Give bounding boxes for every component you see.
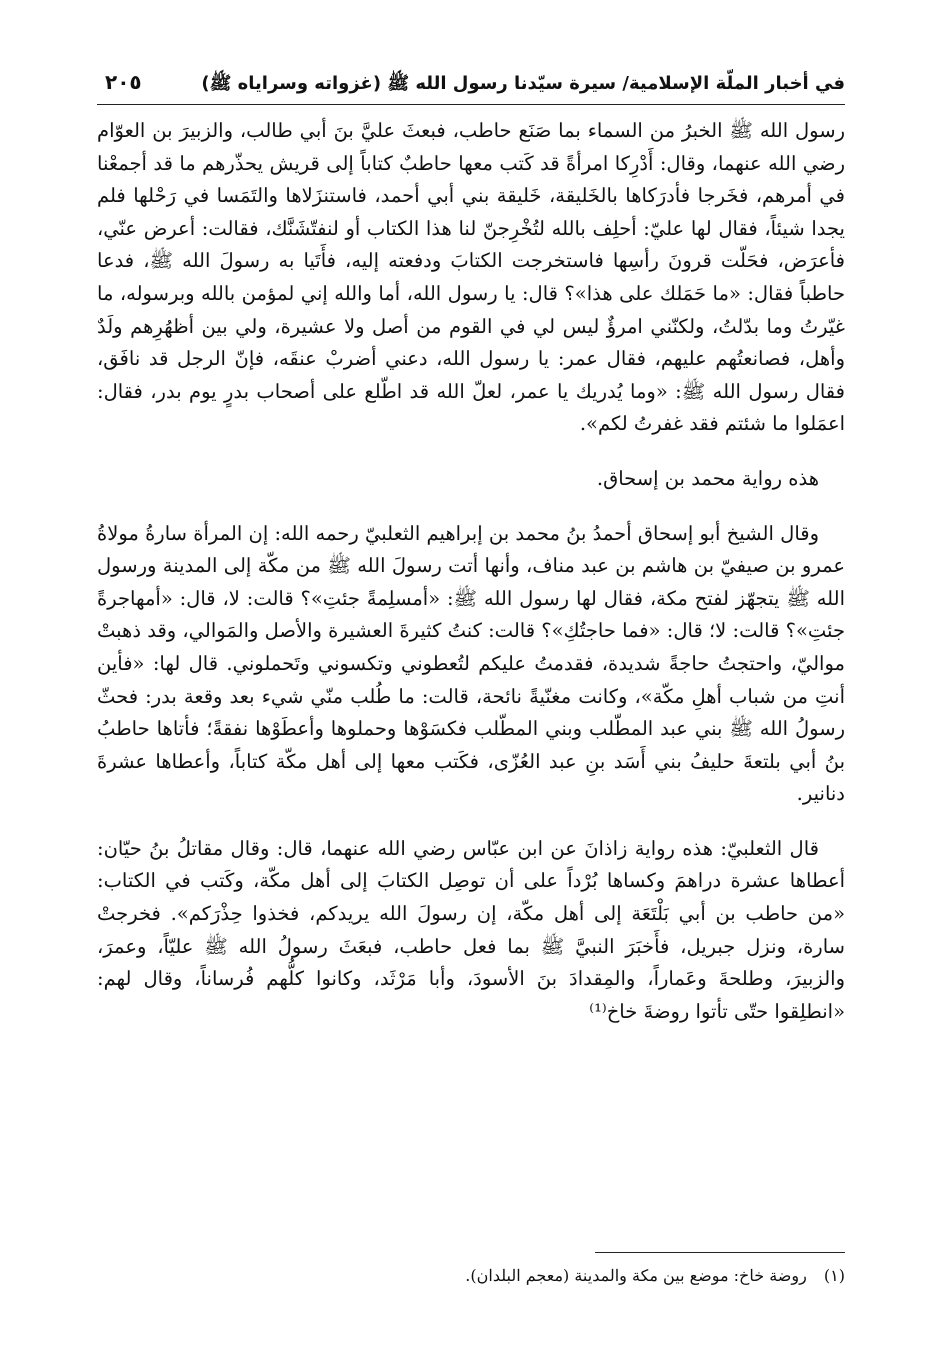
footnote-divider — [595, 1252, 845, 1253]
running-title: في أخبار الملّة الإسلامية/ سيرة سيّدنا رسول الله ﷺ (غزواته وسراياه ﷺ) — [201, 73, 845, 94]
footnote-text: روضة خاخ: موضع بين مكة والمدينة (معجم البلدان). — [465, 1266, 807, 1285]
page-header — [97, 66, 845, 105]
paragraph-1: رسول الله ﷺ الخبرُ من السماء بما صَنَع حاطب، فبعثَ عليَّ بنَ أبي طالب، والزبيرَ بن العوّام رضي الله عنهما، وقال: أَدْرِكا امرأةً قد كَتب معها حاطبٌ كتاباً إلى قريش يحذّرهم ما قد أجمعْنا في أمرهم، فخَرجا فأدرَكاها بالخَليقة، خَليقة بني أبي أحمد، فاستنزَلاها والتَمَسا في رَحْلها فلم يجدا شيئاً، فقال لها عليّ: أحلِف بالله لتُخْرِجنّ لنا هذا الكتاب أو لنفتّشَنَّك، فقالت: أعرض عنّي، فأعرَض، فحَلّت قرونَ رأسِها فاستخرجت الكتابَ ودفعته إليه، فأَتَيا به رسولَ الله ﷺ، فدعا حاطباً فقال: «ما حَمَلك على هذا»؟ قال: يا رسول الله، أما والله إني لمؤمن بالله وبرسوله، ما غيّرتُ وما بدّلتُ، ولكنّني امرؤٌ ليس لي في القوم من أصل ولا عشيرة، ولي بين أظهُرِهم ولَدٌ وأهل، فصانعتُهم عليهم، فقال عمر: يا رسول الله، دعني أضربْ عنقَه، فإنّ الرجل قد نافَق، فقال رسول الله ﷺ: «وما يُدريك يا عمر، لعلّ الله قد اطّلع على أصحاب بدرٍ يوم بدر، فقال: اعمَلوا ما شئتم فقد غفرتُ لكم». — [97, 119, 845, 436]
footnote — [97, 1264, 845, 1288]
book-page — [97, 66, 845, 1306]
paragraph-3: وقال الشيخ أبو إسحاق أحمدُ بنُ محمد بن إبراهيم الثعلبيّ رحمه الله: إن المرأة سارةُ مولاةُ عمرو بن صيفيّ بن هاشم بن عبد مناف، وأنها أتت رسولَ الله ﷺ من مكّة إلى المدينة ورسول الله ﷺ يتجهّز لفتح مكة، فقال لها رسول الله ﷺ: «أمسلِمةً جئتِ»؟ قالت: لا، قال: «أمهاجرةً جئتِ»؟ قالت: لا؛ قال: «فما حاجتُكِ»؟ قالت: كنتُ كثيرةَ العشيرة والأصل والمَوالي، وقد ذهبتْ مواليّ، واحتجتُ حاجةً شديدة، فقدمتُ عليكم لتُعطوني وتكسوني وتَحملوني. قال لها: «فأين أنتِ من شباب أهلِ مكّة»، وكانت مغنّيةً نائحة، قالت: ما طُلب منّي شيء بعد وقعة بدر: فحثّ رسولُ الله ﷺ بني عبد المطّلب وبني المطّلب فكسَوْها وحملوها وأعطَوْها نفقةً؛ فأتاها حاطبُ بنُ أبي بلتعةَ حليفُ بني أَسَد بنِ عبد العُزّى، فكَتب معها إلى أهل مكّة كتاباً، وأعطاها عشرةَ دنانير. — [97, 521, 845, 806]
footnote-marker: (١) — [823, 1266, 845, 1285]
paragraph-2: هذه رواية محمد بن إسحاق. — [596, 466, 819, 490]
body-text — [97, 115, 845, 1028]
paragraph-4: قال الثعلبيّ: هذه رواية زاذانَ عن ابن عبّاس رضي الله عنهما، قال: وقال مقاتلُ بنُ حيّان: أعطاها عشرة دراهمَ وكساها بُرْداً على أن توصِل الكتابَ إلى أهل مكّة، وكَتب في الكتاب: «من حاطب بن أبي بَلْتَعَة إلى أهل مكّة، إن رسولَ الله يريدكم، فخذوا حِذْرَكم». فخرجتْ سارة، ونزل جبريل، فأَخبَرَ النبيَّ ﷺ بما فعل حاطب، فبعَثَ رسولُ الله ﷺ عليّاً، وعمرَ، والزبيرَ، وطلحةَ وعَماراً، والمِقدادَ بنَ الأسودَ، وأبا مَرْثَد، وكانوا كلُّهم فُرساناً، وقال لهم: «انطلِقوا حتّى تأتوا روضةَ خاخ⁽¹⁾ — [97, 836, 845, 1023]
page-number: ٢٠٥ — [105, 70, 142, 94]
